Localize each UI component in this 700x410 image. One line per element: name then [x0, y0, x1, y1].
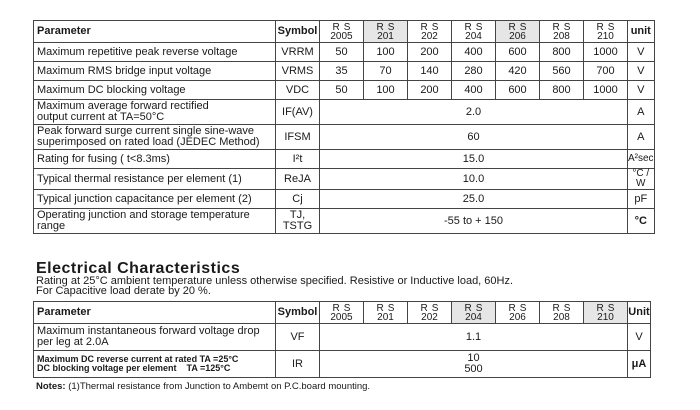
unit-header: unit [628, 21, 655, 43]
unit-cell: V [628, 81, 655, 100]
part-header: RS 208 [540, 21, 584, 43]
part-header: RS 210 [584, 302, 628, 324]
part-header: RS 2005 [320, 302, 364, 324]
unit-header: Unit [628, 302, 651, 324]
parameter-cell: Typical thermal resistance per element (1) [34, 169, 276, 190]
symbol-cell: VDC [276, 81, 320, 100]
value-cell: 10.0 [320, 169, 628, 190]
symbol-cell: VRRM [276, 43, 320, 62]
part-header: RS 206 [496, 302, 540, 324]
value-cell: 420 [496, 62, 540, 81]
value-cell: 600 [496, 43, 540, 62]
electrical-table [33, 301, 651, 378]
part-header: RS 208 [540, 302, 584, 324]
part-header: RS 201 [364, 21, 408, 43]
unit-cell: V [628, 43, 655, 62]
part-header: RS 204 [452, 302, 496, 324]
table-row [34, 351, 651, 378]
unit-cell: V [628, 324, 651, 351]
parameter-cell: Peak forward surge current single sine-wave superimposed on rated load (JEDEC Method) [34, 125, 276, 150]
value-cell: 1000 [584, 81, 628, 100]
parameter-cell: Rating for fusing ( t<8.3ms) [34, 150, 276, 169]
value-cell: 1.1 [320, 324, 628, 351]
parameter-header: Parameter [34, 302, 276, 324]
conditions-text: Rating at 25°C ambient temperature unless otherwise specified. Resistive or Inductive load, 60Hz. For Capacitive load derate by 20 %. [36, 275, 514, 297]
part-header: RS 204 [452, 21, 496, 43]
symbol-cell: TJ, TSTG [276, 209, 320, 234]
symbol-cell: VRMS [276, 62, 320, 81]
symbol-header: Symbol [276, 302, 320, 324]
value-cell: 600 [496, 81, 540, 100]
value-cell: 60 [320, 125, 628, 150]
value-cell: 400 [452, 43, 496, 62]
value-cell: 400 [452, 81, 496, 100]
value-cell: 35 [320, 62, 364, 81]
table-row [34, 100, 655, 125]
unit-cell: °C [628, 209, 655, 234]
symbol-cell: Cj [276, 190, 320, 209]
parameter-cell: Maximum average forward rectified output current at TA=50°C [34, 100, 276, 125]
unit-cell: A [628, 125, 655, 150]
value-cell: 280 [452, 62, 496, 81]
symbol-cell: IR [276, 351, 320, 378]
part-header: RS 210 [584, 21, 628, 43]
table-row [34, 125, 655, 150]
unit-cell: °C / W [628, 169, 655, 190]
parameter-cell: Typical junction capacitance per element (2) [34, 190, 276, 209]
parameter-cell: Maximum DC blocking voltage [34, 81, 276, 100]
unit-cell: μA [628, 351, 651, 378]
part-header: RS 2005 [320, 21, 364, 43]
table-header-row [34, 302, 651, 324]
table-row [34, 190, 655, 209]
parameter-cell: Maximum instantaneous forward voltage drop per leg at 2.0A [34, 324, 276, 351]
value-cell: 10 500 [320, 351, 628, 378]
unit-cell: pF [628, 190, 655, 209]
value-cell: 50 [320, 81, 364, 100]
notes-label: Notes: [36, 381, 66, 392]
value-cell: 560 [540, 62, 584, 81]
notes-text: (1)Thermal resistance from Junction to Ambemt on P.C.board mounting. [68, 381, 371, 392]
value-cell: 200 [408, 81, 452, 100]
value-cell: 15.0 [320, 150, 628, 169]
parameter-cell: Operating junction and storage temperature range [34, 209, 276, 234]
parameter-cell: Maximum repetitive peak reverse voltage [34, 43, 276, 62]
table-row [34, 169, 655, 190]
symbol-cell: I²t [276, 150, 320, 169]
table-row [34, 62, 655, 81]
unit-cell: A²sec [628, 150, 655, 169]
part-header: RS 206 [496, 21, 540, 43]
value-cell: 800 [540, 43, 584, 62]
ratings-table [33, 20, 655, 234]
table-header-row [34, 21, 655, 43]
unit-cell: V [628, 62, 655, 81]
value-cell: 800 [540, 81, 584, 100]
table-row [34, 209, 655, 234]
part-header: RS 202 [408, 21, 452, 43]
parameter-cell: Maximum RMS bridge input voltage [34, 62, 276, 81]
notes [36, 381, 370, 392]
part-header: RS 201 [364, 302, 408, 324]
table-row [34, 150, 655, 169]
value-cell: 70 [364, 62, 408, 81]
value-cell: 2.0 [320, 100, 628, 125]
symbol-header: Symbol [276, 21, 320, 43]
value-cell: 200 [408, 43, 452, 62]
value-cell: 50 [320, 43, 364, 62]
symbol-cell: IF(AV) [276, 100, 320, 125]
parameter-cell: Maximum DC reverse current at rated TA =25°C DC blocking voltage per element TA =125°C [34, 351, 276, 378]
value-cell: 140 [408, 62, 452, 81]
value-cell: 25.0 [320, 190, 628, 209]
symbol-cell: VF [276, 324, 320, 351]
value-cell: 1000 [584, 43, 628, 62]
value-cell: 700 [584, 62, 628, 81]
symbol-cell: ReJA [276, 169, 320, 190]
table-row [34, 43, 655, 62]
table-row [34, 81, 655, 100]
value-cell: -55 to + 150 [320, 209, 628, 234]
symbol-cell: IFSM [276, 125, 320, 150]
part-header: RS 202 [408, 302, 452, 324]
table-row [34, 324, 651, 351]
value-cell: 100 [364, 81, 408, 100]
section-title: Electrical Characteristics [36, 260, 241, 277]
parameter-header: Parameter [34, 21, 276, 43]
value-cell: 100 [364, 43, 408, 62]
unit-cell: A [628, 100, 655, 125]
